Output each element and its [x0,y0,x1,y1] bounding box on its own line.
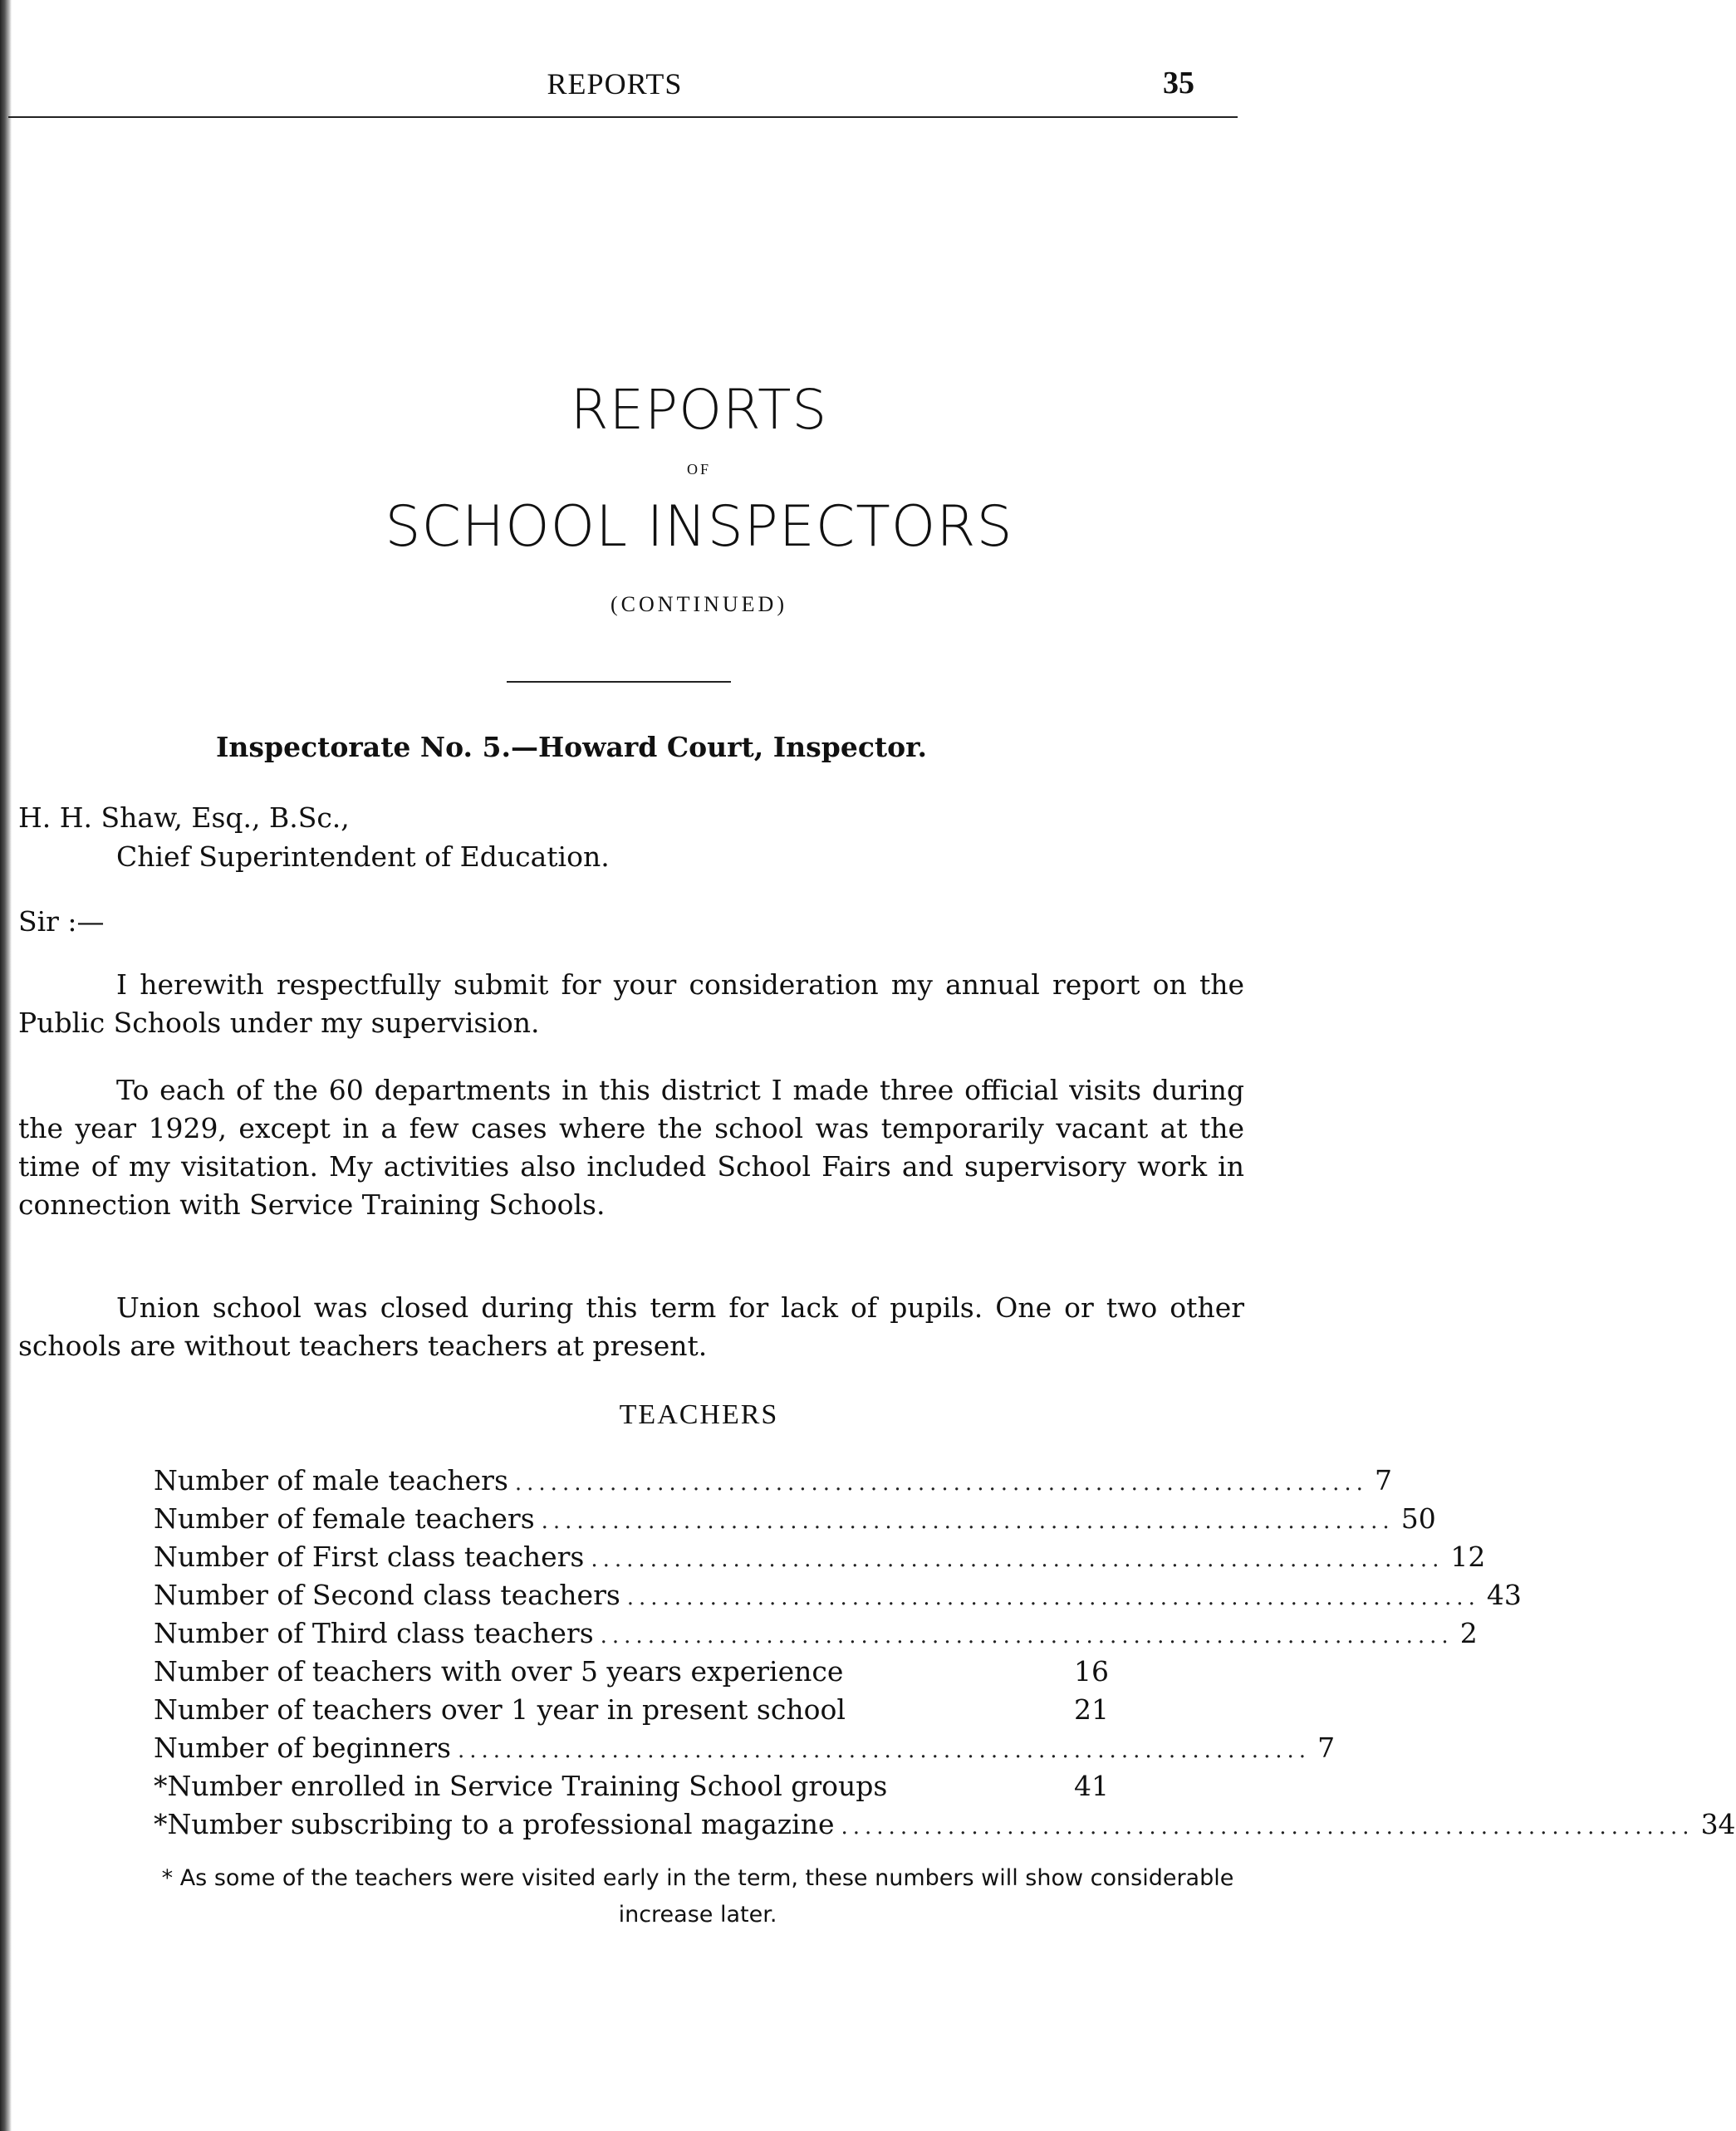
paragraph-1 [18,966,1244,1042]
title-reports: REPORTS [570,378,828,442]
stat-value: 21 [1074,1693,1109,1726]
list-item [154,1500,1436,1538]
leader-dots: ........................................................................ [458,1738,1312,1763]
header-rule [8,116,1238,118]
section-divider [507,681,731,683]
running-header [0,58,1246,125]
stat-value: 7 [1374,1464,1392,1497]
list-item [154,1538,1486,1576]
addressee-position: Chief Superintendent of Education. [116,840,610,873]
paragraph-1-text: I herewith respectfully submit for your consideration my annual report on the Public Schools under my supervision. [18,968,1244,1039]
leader-dots: ........................................................................ [541,1509,1395,1534]
stat-value: 34 [1700,1808,1736,1840]
leader-dots: ........................................................................ [514,1471,1368,1496]
list-item [154,1767,1109,1805]
stat-value: 16 [1074,1655,1109,1688]
page-number: 35 [1163,66,1194,100]
stat-label: *Number enrolled in Service Training School groups [154,1770,888,1802]
list-item [154,1805,1736,1844]
stat-label: *Number subscribing to a professional magazine [154,1808,835,1840]
footnote: * As some of the teachers were visited early in the term, these numbers will show considerable increase later. [161,1865,1234,1928]
teachers-heading: TEACHERS [619,1399,779,1430]
title-of: OF [686,461,711,478]
title-continued: (CONTINUED) [611,592,787,616]
stat-label: Number of Second class teachers [154,1579,620,1611]
stat-label: Number of teachers over 1 year in present school [154,1693,846,1726]
list-item [154,1462,1392,1500]
stat-label: Number of teachers with over 5 years experience [154,1655,844,1688]
page-binding-edge [0,0,12,2131]
stat-value: 12 [1450,1541,1486,1573]
leader-dots: ........................................................................ [841,1815,1694,1840]
paragraph-2 [18,1071,1244,1224]
stat-label: Number of First class teachers [154,1541,585,1573]
list-item [154,1653,1109,1691]
list-item [154,1614,1478,1653]
stat-value: 41 [1074,1770,1109,1802]
teachers-statistics-list [154,1462,1736,1844]
stat-label: Number of male teachers [154,1464,508,1497]
stat-value: 50 [1400,1502,1436,1535]
leader-dots: ........................................................................ [591,1547,1444,1572]
paragraph-2-text: To each of the 60 departments in this district I made three official visits during the year 1929, except in a few cases where the school was temporarily vacant at the time of my visitation. My activities also included School Fairs and supervisory work in connection with Service Training Schools. [18,1074,1244,1221]
stat-label: Number of female teachers [154,1502,535,1535]
stat-label: Number of beginners [154,1732,451,1764]
list-item [154,1729,1336,1767]
stat-value: 2 [1459,1617,1478,1649]
stat-value: 43 [1486,1579,1522,1611]
stat-label: Number of Third class teachers [154,1617,594,1649]
leader-dots: ........................................................................ [626,1585,1480,1610]
title-school-inspectors: SCHOOL INSPECTORS [385,494,1013,560]
list-item [154,1576,1522,1614]
salutation: Sir :— [18,905,105,938]
running-title: REPORTS [547,67,683,100]
inspectorate-heading: Inspectorate No. 5.—Howard Court, Inspector. [216,731,928,763]
paragraph-3-text: Union school was closed during this term for lack of pupils. One or two other schools are without teachers teachers at present. [18,1291,1244,1362]
stat-value: 7 [1317,1732,1336,1764]
paragraph-3 [18,1289,1244,1365]
leader-dots: ........................................................................ [600,1624,1454,1648]
addressee-name: H. H. Shaw, Esq., B.Sc., [18,801,350,834]
list-item [154,1691,1109,1729]
